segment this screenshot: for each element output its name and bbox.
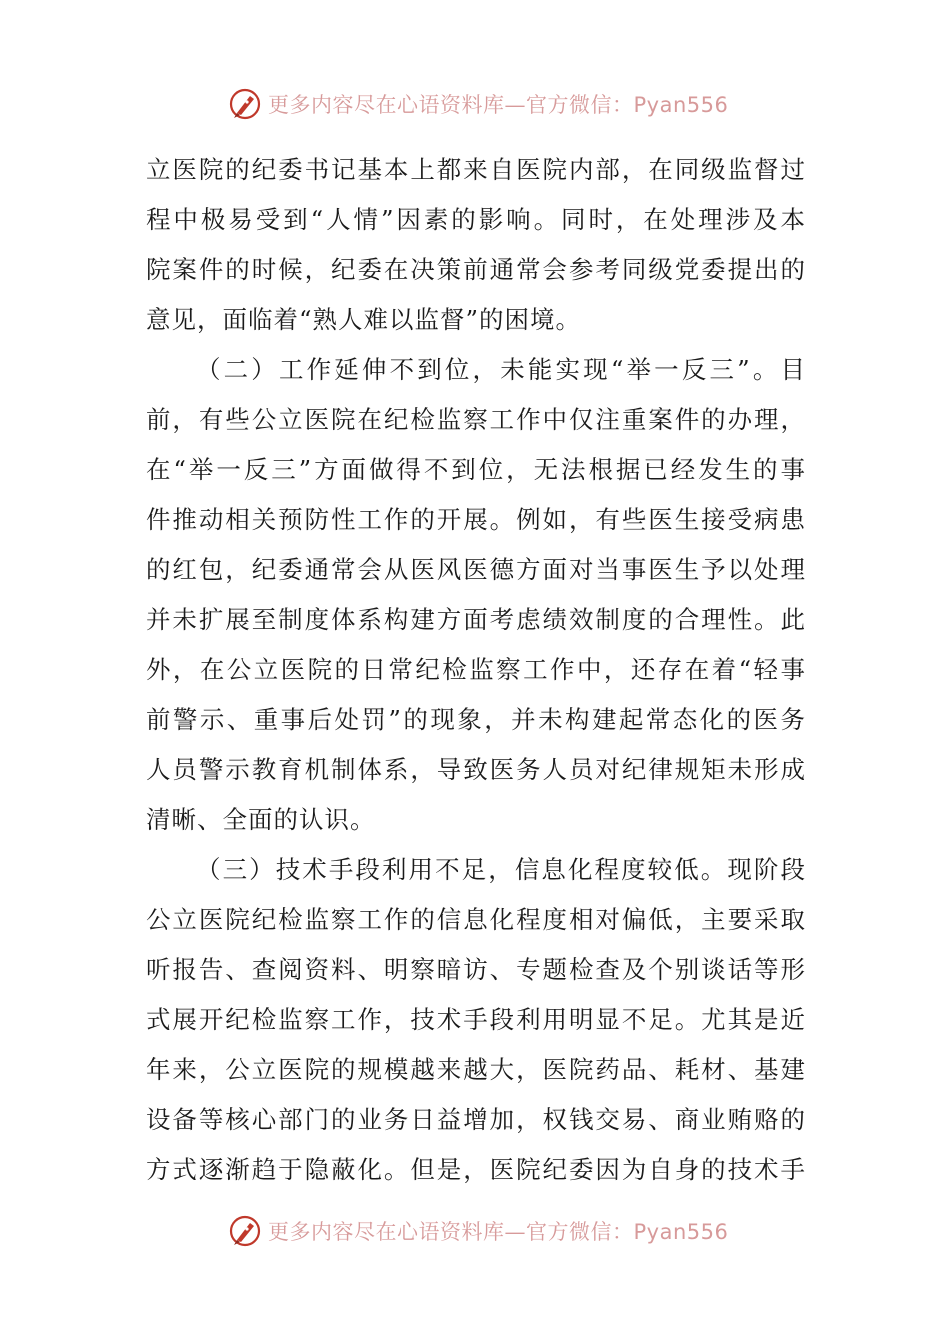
body-line: 方式逐渐趋于隐蔽化。但是，医院纪委因为自身的技术手 <box>146 1155 806 1184</box>
header-wechat-id: Pyan556 <box>633 93 729 117</box>
header-banner <box>228 84 728 124</box>
body-line: 意见，面临着“熟人难以监督”的困境。 <box>146 305 582 334</box>
footer-wechat-id: Pyan556 <box>633 1220 729 1244</box>
body-line: 听报告、查阅资料、明察暗访、专题检查及个别谈话等形 <box>146 955 806 984</box>
body-line: 前警示、重事后处罚”的现象，并未构建起常态化的医务 <box>146 705 806 734</box>
body-line: 外，在公立医院的日常纪检监察工作中，还存在着“轻事 <box>146 655 806 684</box>
body-line: 清晰、全面的认识。 <box>146 805 376 834</box>
header-banner-text: 更多内容尽在心语资料库—官方微信：Pyan556 <box>268 93 729 117</box>
body-line: 人员警示教育机制体系，导致医务人员对纪律规矩未形成 <box>146 755 806 784</box>
body-line: 年来，公立医院的规模越来越大，医院药品、耗材、基建 <box>146 1055 806 1084</box>
body-line: 程中极易受到“人情”因素的影响。同时，在处理涉及本 <box>146 205 806 234</box>
body-line: 并未扩展至制度体系构建方面考虑绩效制度的合理性。此 <box>146 605 806 634</box>
pen-nib-logo-icon <box>228 87 262 121</box>
body-line: 的红包，纪委通常会从医风医德方面对当事医生予以处理 <box>146 555 806 584</box>
body-line: 在“举一反三”方面做得不到位，无法根据已经发生的事 <box>146 455 806 484</box>
pen-nib-logo-icon <box>228 1214 262 1248</box>
footer-banner <box>228 1211 728 1251</box>
body-line: 前，有些公立医院在纪检监察工作中仅注重案件的办理， <box>146 405 806 434</box>
document-body <box>146 145 806 1195</box>
body-line: 设备等核心部门的业务日益增加，权钱交易、商业贿赂的 <box>146 1105 806 1134</box>
footer-banner-text: 更多内容尽在心语资料库—官方微信：Pyan556 <box>268 1220 729 1244</box>
body-line: 公立医院纪检监察工作的信息化程度相对偏低，主要采取 <box>146 905 806 934</box>
body-line: 式展开纪检监察工作，技术手段利用明显不足。尤其是近 <box>146 1005 806 1034</box>
body-line: 院案件的时候，纪委在决策前通常会参考同级党委提出的 <box>146 255 806 284</box>
body-line: 立医院的纪委书记基本上都来自医院内部，在同级监督过 <box>146 155 806 184</box>
body-line: 件推动相关预防性工作的开展。例如，有些医生接受病患 <box>146 505 806 534</box>
section-heading-line: （二）工作延伸不到位，未能实现“举一反三”。目 <box>196 355 806 384</box>
section-heading-line: （三）技术手段利用不足，信息化程度较低。现阶段 <box>196 855 806 884</box>
